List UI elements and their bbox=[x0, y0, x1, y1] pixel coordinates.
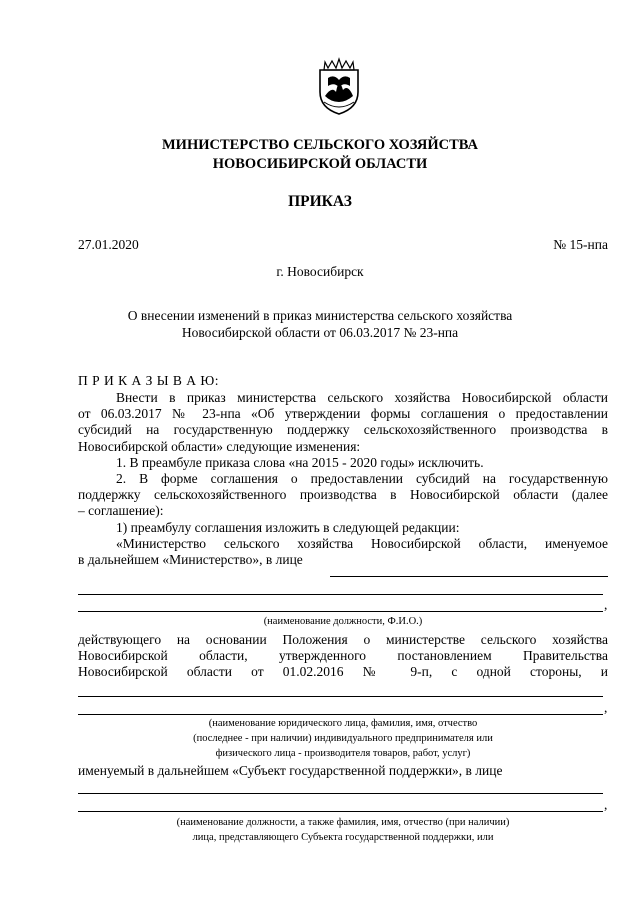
item-2-line-3: – соглашение): bbox=[78, 503, 164, 519]
fill-line-representative-2 bbox=[78, 811, 603, 812]
fill-line-representative bbox=[78, 793, 603, 794]
comma-1: , bbox=[604, 597, 608, 612]
comma-3: , bbox=[604, 797, 608, 812]
acting-line-2: Новосибирской области, утвержденного постановлением Правительства bbox=[78, 648, 608, 664]
paragraph-named bbox=[78, 763, 608, 779]
subject-line-1: О внесении изменений в приказ министерства сельского хозяйства bbox=[127, 308, 513, 323]
fill-line-entity bbox=[78, 696, 603, 697]
paragraph-intro bbox=[78, 390, 608, 568]
caption-entity-line-1: (наименование юридического лица, фамилия, имя, отчество bbox=[208, 718, 478, 729]
intro-line-4: Новосибирской области» следующие изменения: bbox=[78, 438, 361, 454]
fill-line-entity-2 bbox=[78, 714, 603, 715]
comma-2: , bbox=[604, 700, 608, 715]
document-type: ПРИКАЗ bbox=[288, 193, 352, 210]
intro-line-2: от 06.03.2017 № 23-нпа «Об утверждении формы соглашения о предоставлении bbox=[78, 406, 608, 422]
item-2-line-1: 2. В форме соглашения о предоставлении субсидий на государственную bbox=[116, 471, 608, 487]
ministry-line-1: МИНИСТЕРСТВО СЕЛЬСКОГО ХОЗЯЙСТВА bbox=[162, 137, 478, 153]
acting-line-1: действующего на основании Положения о министерстве сельского хозяйства bbox=[78, 632, 608, 647]
caption-representative-line-2: лица, представляющего Субъекта государственной поддержки, или bbox=[192, 832, 494, 843]
subject-line-2: Новосибирской области от 06.03.2017 № 23-нпа bbox=[181, 325, 459, 340]
caption-representative-line-1: (наименование должности, а также фамилия, имя, отчество (при наличии) bbox=[176, 817, 510, 828]
intro-line-1: Внести в приказ министерства сельского хозяйства Новосибирской области bbox=[116, 390, 608, 405]
sub-item-1: 1) преамбулу соглашения изложить в следующей редакции: bbox=[116, 519, 460, 535]
order-word bbox=[78, 373, 608, 389]
caption-representative bbox=[78, 815, 608, 845]
caption-entity-line-2: (последнее - при наличии) индивидуального предпринимателя или bbox=[193, 733, 493, 744]
coat-of-arms-icon bbox=[316, 56, 362, 116]
caption-position: (наименование должности, Ф.И.О.) bbox=[263, 616, 423, 627]
order-word-text: П Р И К А З Ы В А Ю: bbox=[78, 373, 220, 388]
fill-line-position bbox=[330, 576, 608, 577]
document-subject bbox=[0, 307, 640, 341]
ministry-name bbox=[0, 136, 640, 174]
fill-line-position-2 bbox=[78, 594, 603, 595]
document-date: 27.01.2020 bbox=[78, 237, 139, 252]
quote-line-2: в дальнейшем «Министерство», в лице bbox=[78, 552, 303, 568]
ministry-line-2: НОВОСИБИРСКОЙ ОБЛАСТИ bbox=[212, 156, 428, 172]
paragraph-acting bbox=[78, 632, 608, 681]
item-2-line-2: поддержку сельскохозяйственного производства в Новосибирской области (далее bbox=[78, 487, 608, 503]
intro-line-3: субсидий на государственную поддержку сельскохозяйственного производства в bbox=[78, 422, 608, 438]
named-line: именуемый в дальнейшем «Субъект государственной поддержки», в лице bbox=[78, 763, 503, 778]
document-city: г. Новосибирск bbox=[276, 264, 364, 279]
item-1: 1. В преамбуле приказа слова «на 2015 - 2020 годы» исключить. bbox=[116, 454, 484, 470]
caption-entity-line-3: физического лица - производителя товаров, работ, услуг) bbox=[215, 748, 471, 759]
acting-line-3: Новосибирской области от 01.02.2016 № 9-п, с одной стороны, и bbox=[78, 664, 608, 680]
quote-line-1: «Министерство сельского хозяйства Новосибирской области, именуемое bbox=[116, 535, 608, 551]
document-number: № 15-нпа bbox=[553, 237, 608, 252]
fill-line-position-3 bbox=[78, 611, 603, 612]
caption-entity bbox=[78, 716, 608, 761]
